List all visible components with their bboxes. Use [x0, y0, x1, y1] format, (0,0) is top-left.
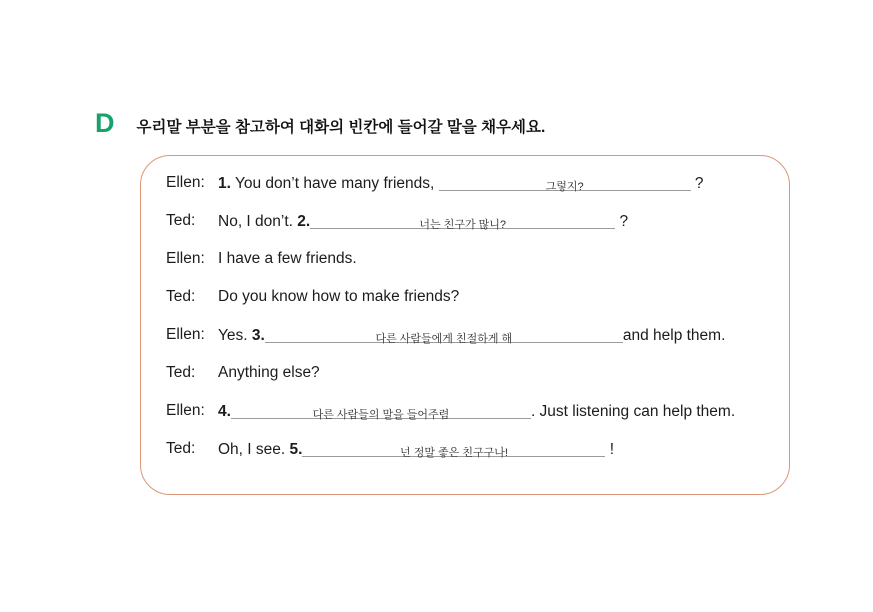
speaker-label: Ellen:	[166, 326, 205, 343]
dialogue-line	[166, 402, 789, 440]
dialogue-box	[140, 155, 790, 495]
dialogue-line	[166, 326, 789, 364]
dialogue-text: ?	[615, 213, 629, 230]
dialogue-content	[218, 174, 704, 193]
speaker-label: Ted:	[166, 212, 196, 229]
fill-in-blank	[310, 212, 615, 229]
dialogue-content	[218, 440, 614, 459]
dialogue-text: ?	[690, 175, 704, 192]
dialogue-content	[218, 326, 725, 345]
fill-in-blank	[265, 326, 623, 343]
dialogue-line	[166, 174, 789, 212]
dialogue-line	[166, 212, 789, 250]
dialogue-text: !	[605, 441, 615, 458]
section-instruction: 우리말 부분을 참고하여 대화의 빈칸에 들어갈 말을 채우세요.	[136, 119, 546, 136]
item-number: 4.	[218, 403, 231, 420]
fill-in-blank	[231, 402, 531, 419]
dialogue-content	[218, 402, 735, 421]
speaker-label: Ted:	[166, 364, 196, 381]
item-number: 5.	[289, 441, 303, 458]
section-header	[95, 108, 545, 139]
dialogue-text: You don’t have many friends,	[230, 175, 439, 192]
dialogue-line	[166, 440, 789, 478]
korean-hint: 넌 정말 좋은 친구구나!	[400, 447, 508, 459]
dialogue-line	[166, 288, 789, 326]
dialogue-text: I have a few friends.	[218, 250, 357, 267]
korean-hint: 그렇지?	[545, 181, 584, 193]
dialogue-text: . Just listening can help them.	[530, 403, 736, 420]
dialogue-text: Oh, I see.	[218, 441, 290, 458]
speaker-label: Ellen:	[166, 174, 205, 191]
dialogue-text: and help them.	[622, 327, 726, 344]
fill-in-blank	[439, 174, 691, 191]
dialogue-line	[166, 250, 789, 288]
dialogue-content	[218, 288, 459, 306]
dialogue-content	[218, 364, 320, 382]
dialogue-text: Do you know how to make friends?	[218, 288, 460, 305]
dialogue-line	[166, 364, 789, 402]
dialogue-text: Anything else?	[218, 364, 320, 381]
item-number: 1.	[218, 175, 231, 192]
speaker-label: Ellen:	[166, 402, 205, 419]
speaker-label: Ellen:	[166, 250, 205, 267]
item-number: 3.	[251, 327, 265, 344]
speaker-label: Ted:	[166, 440, 196, 457]
section-letter: D	[95, 108, 115, 138]
dialogue-content	[218, 250, 357, 268]
fill-in-blank	[302, 440, 605, 457]
korean-hint: 너는 친구가 많니?	[419, 219, 507, 231]
item-number: 2.	[297, 213, 311, 230]
korean-hint: 다른 사람들의 말을 들어주렴	[312, 409, 450, 421]
dialogue-content	[218, 212, 628, 231]
speaker-label: Ted:	[166, 288, 196, 305]
dialogue-text: Yes.	[218, 327, 252, 344]
dialogue-text: No, I don’t.	[218, 213, 298, 230]
korean-hint: 다른 사람들에게 친절하게 해	[375, 333, 513, 345]
